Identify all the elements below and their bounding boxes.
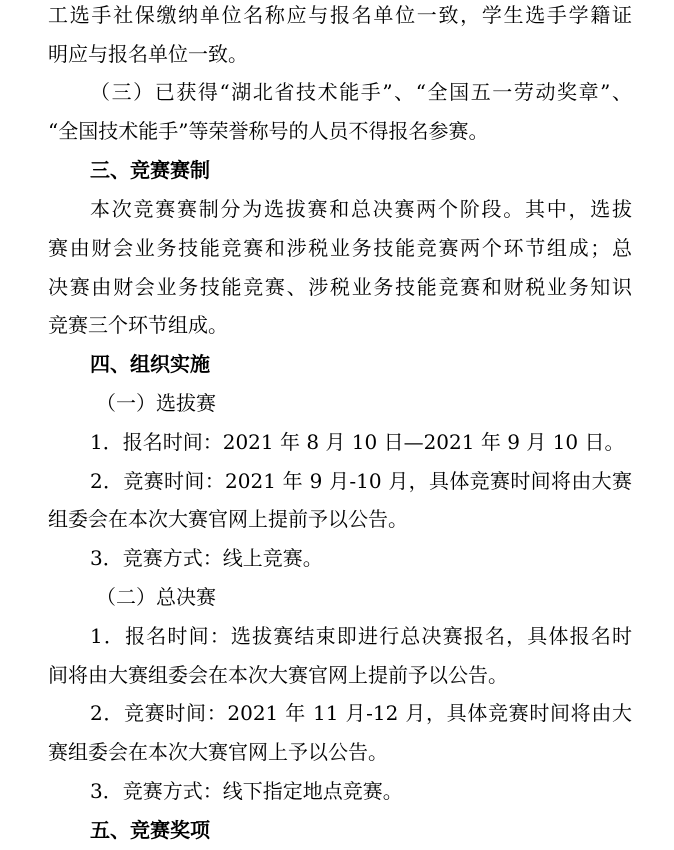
text-line: 赛由财会业务技能竞赛和涉税业务技能竞赛两个环节组成；总 [48, 236, 632, 260]
text-line: 赛组委会在本次大赛官网上予以公告。 [48, 740, 388, 764]
section-heading: 三、竞赛赛制 [90, 158, 210, 182]
text-line: 3．竞赛方式：线上竞赛。 [90, 546, 323, 570]
text-line: 2．竞赛时间：2021 年 11 月-12 月，具体竞赛时间将由大 [90, 701, 632, 725]
section-heading: 五、竞赛奖项 [90, 818, 210, 842]
text-line: 明应与报名单位一致。 [48, 42, 248, 66]
text-line: 本次竞赛赛制分为选拔赛和总决赛两个阶段。其中，选拔 [90, 197, 632, 221]
text-line: 竞赛三个环节组成。 [48, 313, 228, 337]
text-line: 1．报名时间：选拔赛结束即进行总决赛报名，具体报名时 [90, 624, 632, 648]
text-line: 1．报名时间：2021 年 8 月 10 日—2021 年 9 月 10 日。 [90, 430, 625, 454]
text-line: 间将由大赛组委会在本次大赛官网上提前予以公告。 [48, 663, 508, 687]
section-heading: 四、组织实施 [90, 352, 210, 376]
text-line: 决赛由财会业务技能竞赛、涉税业务技能竞赛和财税业务知识 [48, 275, 632, 299]
text-line: 3．竞赛方式：线下指定地点竞赛。 [90, 779, 403, 803]
text-line: “全国技术能手”等荣誉称号的人员不得报名参赛。 [48, 119, 489, 143]
subsection-heading: （二）总决赛 [96, 585, 216, 609]
text-line: 工选手社保缴纳单位名称应与报名单位一致，学生选手学籍证 [48, 3, 632, 27]
subsection-heading: （一）选拔赛 [96, 391, 216, 415]
text-line: （三）已获得“湖北省技术能手”、“全国五一劳动奖章”、 [90, 80, 632, 104]
text-line: 组委会在本次大赛官网上提前予以公告。 [48, 507, 408, 531]
text-line: 2．竞赛时间：2021 年 9 月-10 月，具体竞赛时间将由大赛 [90, 469, 632, 493]
